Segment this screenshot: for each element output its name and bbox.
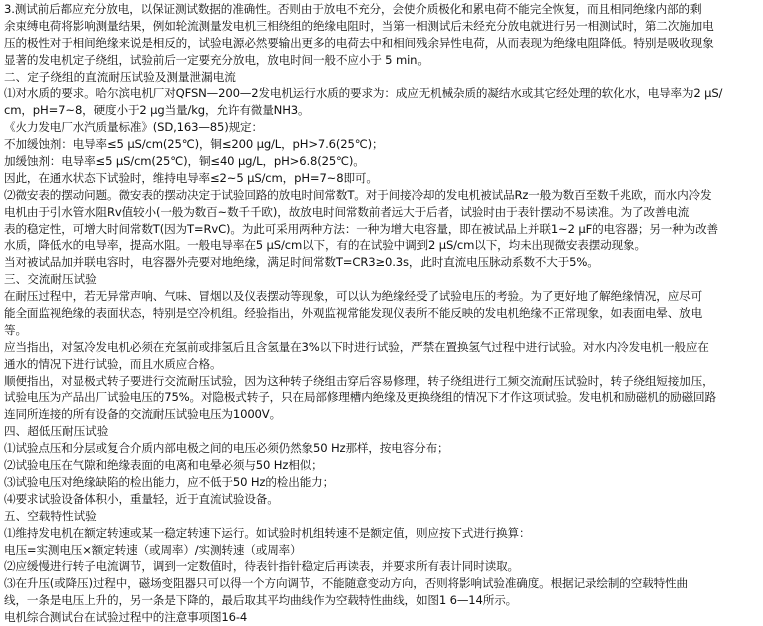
text-line: 水质，降低水的电导率，提高水阻。一般电导率在5 μS/cm以下，有的在试验中调到2 μS/cm以下，均未出现微安表摆动现象。 [4,238,646,253]
text-line: ⑵应缓慢进行转子电流调节，调到一定数值时，待表针指针稳定后再读表，并要求所有表计同时读取。 [4,559,519,574]
text-line: 等。 [4,322,27,337]
section-heading-5: 五、空载特性试验 [4,508,97,523]
text-line: ⑴对水质的要求。哈尔滨电机厂对QFSN—200—2发电机运行水质的要求为：成应无机械杂质的凝结水或其它经处理的软化水，电导率为2 μS/ [4,86,723,101]
text-line: cm，pH=7~8，硬度小于2 μg当量/kg，允许有微量NH3。 [4,103,310,118]
caption-line: 电机综合测试台在试验过程中的注意事项图16-4 [4,610,248,625]
text-line: 能全面监视绝缘的表面状态，特别是空冷机组。经验指出，外观监视常能发现仪表所不能反映的发电机绝缘不正常现象，如表面电晕、放电 [4,306,703,321]
text-line: 电机由于引水管水阻Rv值较小(一般为数百~数千千欧)，故放电时间常数前者远大于后者，试验时由于表针摆动不易读准。为了改善电流 [4,204,690,219]
text-line: 不加缓蚀剂：电导率≤5 μS/cm(25℃)，铜≤200 μg/L，pH>7.6(25℃)； [4,137,384,152]
text-line: 当对被试品加并联电容时，电容器外壳要对地绝缘，满足时间常数T=CR3≥0.3s，此时直流电压脉动系数不大于5%。 [4,255,599,270]
formula-line: 电压=实测电压×额定转速（或周率）/实测转速（或周率） [4,542,302,557]
text-line: 显著的发电机定子绕组，试验前后一定要充分放电，放电时间一般不应小于 5 min。 [4,52,429,67]
section-heading-4: 四、超低压耐压试验 [4,424,109,439]
text-line: ⑵试验电压在气隙和绝缘表面的电离和电晕必须与50 Hz相似； [4,458,323,473]
text-line: 通水的情况下进行试验，而且水质应合格。 [4,356,222,371]
text-line: 《火力发电厂水汽质量标准》(SD,163—85)规定： [4,120,263,135]
text-line: ⑶试验电压对绝缘缺陷的检出能力，应不低于50 Hz的检出能力； [4,474,335,489]
text-line: 应当指出，对氢冷发电机必须在充氢前或排氢后且含氢量在3%以下时进行试验，严禁在置换氢气过程中进行试验。对水内冷发电机一般应在 [4,339,709,354]
text-line: ⑶在升压(或降压)过程中，磁场变阻器只可以得一个方向调节，不能随意变动方向，否则将影响试验准确度。根据记录绘制的空载特性曲 [4,576,688,591]
section-heading-3: 三、交流耐压试验 [4,272,97,287]
text-line: 因此，在通水状态下试验时，维持电导率≤2~5 μS/cm，pH=7~8即可。 [4,170,378,185]
text-line: 表的稳定性，可增大时间常数T(因为T=RvC)。为此可采用两种方法：一种为增大电容量，即在被试品上并联1~2 μF的电容器；另一种为改善 [4,221,719,236]
text-line: ⑷要求试验设备体积小，重量轻，近于直流试验设备。 [4,491,279,506]
text-line: 连同所连接的所有设备的交流耐压试验电压为1000V。 [4,407,282,422]
text-line: 加缓蚀剂：电导率≤5 μS/cm(25℃)，铜≤40 μg/L，pH>6.8(25℃)。 [4,154,365,169]
text-line: 在耐压过程中，若无异常声响、气味、冒烟以及仪表摆动等现象，可以认为绝缘经受了试验电压的考验。为了更好地了解绝缘情况，应尽可 [4,289,703,304]
text-line: ⑴维持发电机在额定转速或某一稳定转速下运行。如试验时机组转速不是额定值，则应按下式进行换算： [4,525,531,540]
text-line: ⑴试验点压和分层或复合介质内部电极之间的电压必须仍然象50 Hz那样，按电容分布； [4,441,449,456]
text-line: ⑵微安表的摆动问题。微安表的摆动决定于试验回路的放电时间常数T。对于间接冷却的发电机被试品Rz一般为数百至数千兆欧，而水内冷发 [4,187,712,202]
text-line: 顺便指出，对显极式转子要进行交流耐压试验，因为这种转子绕组击穿后容易修理，转子绕组进行工频交流耐压试验时，转子绕组短接加压， [4,373,714,388]
text-line: 3.测试前后都应充分放电，以保证测试数据的准确性。否则由于放电不充分，会使介质极化和累电荷不能完全恢复，而且相同绝缘内部的剩 [4,2,702,16]
text-line: 压的极性对于相间绝缘来说是相反的，试验电源必然要输出更多的电荷去中和相间残余异性电荷，从而表现为绝缘电阻降低。特别是吸收现象 [4,35,714,50]
text-line: 线，一条是电压上升的，另一条是下降的，最后取其平均曲线作为空载特性曲线，如图1 6—14所示。 [4,593,518,608]
text-line: 余束缚电荷将影响测量结果，例如轮流测量发电机三相绕组的绝缘电阻时，当第一相测试后未经充分放电就进行另一相测试时，第二次施加电 [4,18,714,33]
section-heading-2: 二、定子绕组的直流耐压试验及测量泄漏电流 [4,69,236,84]
text-line: 试验电压为产品出厂试验电压的75%。对隐极式转子，只在局部修理槽内绝缘及更换绕组的情况下才作这项试验。发电机和励磁机的励磁回路 [4,390,716,405]
